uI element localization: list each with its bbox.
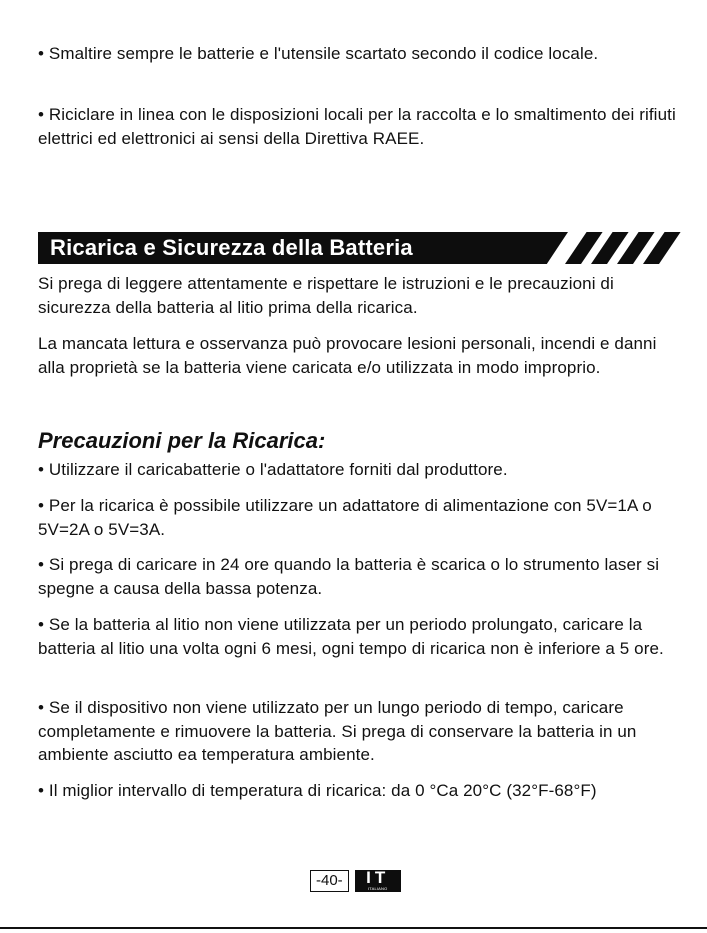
language-badge [355, 870, 401, 892]
precaution-item: • Per la ricarica è possibile utilizzare un adattatore di alimentazione con 5V=1A o 5V=2A o 5V=3A. [38, 496, 652, 539]
page-footer [310, 870, 401, 892]
precaution-item: • Utilizzare il caricabatterie o l'adattatore forniti dal produttore. [38, 460, 508, 479]
precautions-heading: Precauzioni per la Ricarica: [38, 428, 326, 453]
language-name: ITALIANO [367, 886, 388, 891]
language-code: IT [366, 868, 390, 887]
warning-paragraph: La mancata lettura e osservanza può provocare lesioni personali, incendi e danni alla proprietà se la batteria viene caricata e/o utilizzata in modo improprio. [38, 334, 657, 377]
bottom-divider [0, 927, 707, 929]
page-number: -40- [310, 870, 349, 892]
recycling-bullet: • Riciclare in linea con le disposizioni locali per la raccolta e lo smaltimento dei rifiuti elettrici ed elettronici ai sensi della Direttiva RAEE. [38, 105, 676, 148]
disposal-bullet: • Smaltire sempre le batterie e l'utensile scartato secondo il codice locale. [38, 44, 599, 63]
precaution-item: • Il miglior intervallo di temperatura di ricarica: da 0 °Ca 20°C (32°F-68°F) [38, 781, 597, 800]
precaution-item: • Se il dispositivo non viene utilizzato per un lungo periodo di tempo, caricare completamente e rimuovere la batteria. Si prega di conservare la batteria in un ambiente asciutto ea temperatura ambiente. [38, 698, 637, 764]
safety-intro-paragraph: Si prega di leggere attentamente e rispettare le istruzioni e le precauzioni di sicurezza della batteria al litio prima della ricarica. [38, 274, 614, 317]
precaution-item: • Si prega di caricare in 24 ore quando la batteria è scarica o lo strumento laser si spegne a causa della bassa potenza. [38, 555, 660, 598]
section-title: Ricarica e Sicurezza della Batteria [50, 235, 413, 260]
precaution-item: • Se la batteria al litio non viene utilizzata per un periodo prolungato, caricare la batteria al litio una volta ogni 6 mesi, ogni tempo di ricarica non è inferiore a 5 ore. [38, 615, 664, 658]
section-banner [38, 232, 658, 264]
